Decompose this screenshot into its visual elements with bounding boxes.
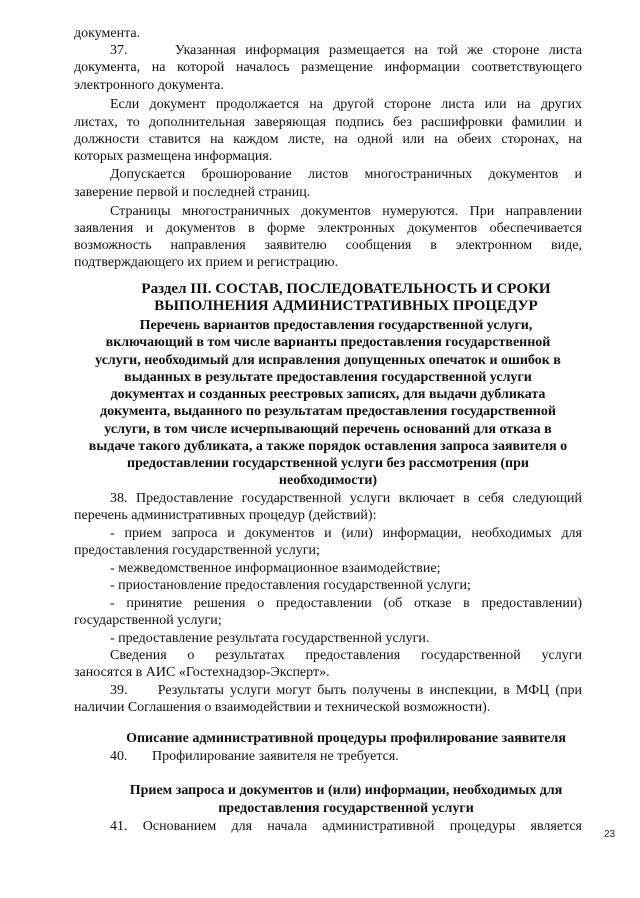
page-number: 23	[604, 829, 616, 840]
text-line: заверение первой и последней страниц.	[74, 185, 311, 200]
text-line: предоставления государственной услуги;	[74, 543, 320, 558]
text-line: 40. Профилирование заявителя не требуется.	[110, 749, 399, 764]
section-heading: Раздел III. СОСТАВ, ПОСЛЕДОВАТЕЛЬНОСТЬ И СРОКИ	[141, 281, 551, 297]
text-line: Страницы многостраничных документов нумеруются. При направлении	[110, 204, 582, 219]
subsection-heading: выдаче такого дубликата, а также порядок оставления запроса заявителя о	[88, 439, 568, 454]
procedure-heading: предоставления государственной услуги	[218, 801, 474, 816]
subsection-heading: выданных в результате предоставления государственной услуги	[124, 370, 532, 385]
text-line: 38. Предоставление государственной услуги включает в себя следующий	[110, 491, 582, 506]
subsection-heading: необходимости)	[278, 473, 378, 488]
subsection-heading: включающий в том числе варианты предоставления государственной	[105, 335, 551, 350]
text-line: государственной услуги;	[74, 613, 222, 628]
subsection-heading: документа, выданного по результатам предоставления государственной	[100, 404, 556, 419]
text-line: которых размещена информация.	[74, 149, 273, 164]
list-item: - прием запроса и документов и (или) информации, необходимых для	[110, 526, 582, 541]
text-line: возможность направления заявителю сообщения в электронном виде,	[74, 238, 582, 253]
text-line: подтверждающего их прием и регистрацию.	[74, 255, 339, 270]
text-line: наличии Соглашения о взаимодействии и технической возможности).	[74, 700, 491, 715]
text-line: электронного документа.	[74, 78, 224, 93]
text-line: 37. Указанная информация размещается на той же стороне листа	[110, 43, 582, 58]
procedure-heading: Прием запроса и документов и (или) информации, необходимых для	[129, 783, 563, 798]
text-line: Допускается брошюрование листов многостраничных документов и	[110, 167, 582, 182]
procedure-heading: Описание административной процедуры профилирование заявителя	[126, 731, 566, 746]
section-heading: ВЫПОЛНЕНИЯ АДМИНИСТРАТИВНЫХ ПРОЦЕДУР	[154, 298, 538, 314]
subsection-heading: предоставлении государственной услуги без рассмотрения (при	[127, 456, 529, 471]
text-line: заносятся в АИС «Гостехнадзор-Эксперт».	[74, 665, 330, 680]
list-item: - приостановление предоставления государственной услуги;	[110, 578, 471, 593]
list-item: - принятие решения о предоставлении (об отказе в предоставлении)	[110, 596, 582, 611]
subsection-heading: услуги, в том числе исчерпывающий перечень оснований для отказа в	[104, 422, 552, 437]
list-item: - межведомственное информационное взаимодействие;	[110, 561, 441, 576]
text-line: 41. Основанием для начала административной процедуры является	[110, 819, 582, 834]
subsection-heading: документах и созданных реестровых записях, для выдачи дубликата	[110, 387, 546, 402]
subsection-heading: Перечень вариантов предоставления государственной услуги,	[139, 318, 533, 333]
text-line: перечень административных процедур (действий):	[74, 508, 377, 523]
text-line: 39. Результаты услуги могут быть получены в инспекции, в МФЦ (при	[110, 683, 582, 698]
text-line: документа, на которой началось размещение информации соответствующего	[74, 60, 582, 75]
text-line: Если документ продолжается на другой стороне листа или на других	[110, 97, 582, 112]
text-line: листах, то дополнительная заверяющая подпись без расшифровки фамилии и	[74, 115, 582, 130]
subsection-heading: услуги, необходимый для исправления допущенных опечаток и ошибок в	[95, 353, 561, 368]
list-item: - предоставление результата государственной услуги.	[110, 631, 430, 646]
text-line: должности ставится на каждом листе, на одной или на обеих сторонах, на	[74, 132, 582, 147]
text-line: заявления и документов в форме электронных документов обеспечивается	[74, 221, 582, 236]
text-line: Сведения о результатах предоставления государственной услуги	[110, 648, 582, 663]
text-line: документа.	[74, 26, 141, 41]
